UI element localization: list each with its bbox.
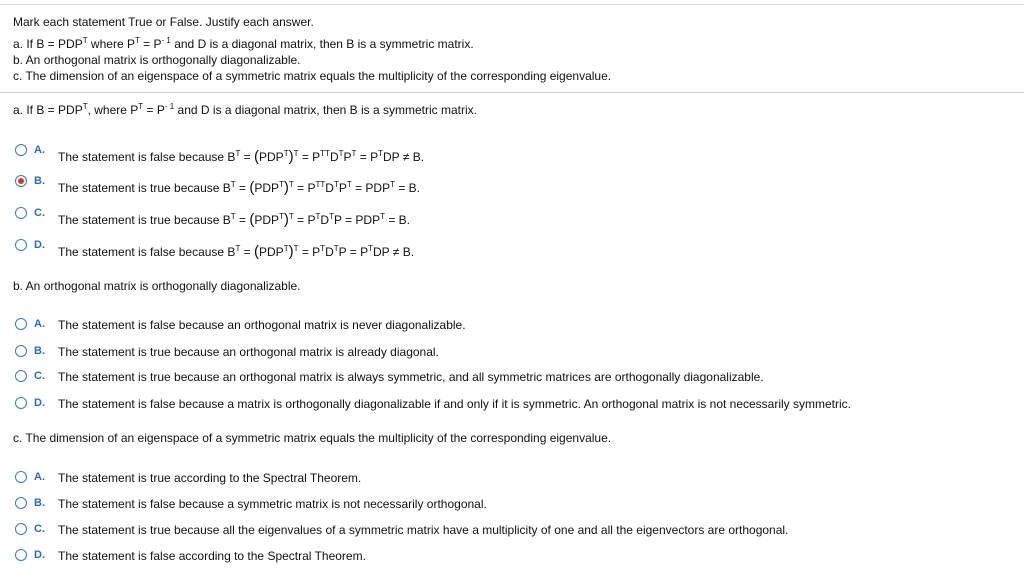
top-border — [0, 4, 1024, 5]
option-text: The statement is true because $B^T = (PDP^T)^T = P^{TT}D^TP^T = PDP^T = B$. — [58, 179, 421, 196]
prompt-statement-c: c. The dimension of an eigenspace of a symmetric matrix equals the multiplicity of the corresponding eigenvalue. — [13, 69, 612, 83]
option-text: The statement is false because a symmetric matrix is not necessarily orthogonal. — [58, 497, 487, 511]
radio-button[interactable] — [15, 397, 27, 409]
part-c-question: c. The dimension of an eigenspace of a symmetric matrix equals the multiplicity of the corresponding eigenvalue. — [13, 431, 612, 445]
radio-button[interactable] — [15, 370, 27, 382]
prompt-statement-a: a. If $B = PDP^T$ where $P^T = P^{- 1}$ and D is a diagonal matrix, then B is a symmetric matrix. — [13, 36, 474, 51]
radio-button[interactable] — [15, 345, 27, 357]
option-text: The statement is false because a matrix is orthogonally diagonalizable if and only if it is symmetric. An orthogonal matrix is not necessarily symmetric. — [58, 397, 852, 411]
radio-button[interactable] — [15, 523, 27, 535]
option-text: The statement is false because an orthogonal matrix is never diagonalizable. — [58, 318, 466, 332]
option-text: The statement is false because $B^T = (PDP^T)^T = P^TD^TP = P^TDP \ne B$. — [58, 243, 415, 260]
radio-button[interactable] — [15, 471, 27, 483]
radio-button-selected[interactable] — [15, 175, 27, 187]
radio-button[interactable] — [15, 207, 27, 219]
option-text: The statement is true because all the eigenvalues of a symmetric matrix have a multiplicity of one and all the eigenvectors are orthogonal. — [58, 523, 789, 537]
radio-button[interactable] — [15, 549, 27, 561]
option-text: The statement is true because an orthogonal matrix is always symmetric, and all symmetric matrices are orthogonally diagonalizable. — [58, 370, 764, 384]
part-a-question: a. If $B = PDP^T$, where $P^T = P^{- 1}$ and D is a diagonal matrix, then B is a symmetric matrix. — [13, 102, 477, 117]
divider — [0, 92, 1024, 93]
part-b-question: b. An orthogonal matrix is orthogonally diagonalizable. — [13, 279, 301, 293]
instructions: Mark each statement True or False. Justify each answer. — [13, 15, 314, 29]
option-text: The statement is true according to the Spectral Theorem. — [58, 471, 362, 485]
option-text: The statement is true because an orthogonal matrix is already diagonal. — [58, 345, 439, 359]
option-text: The statement is false because $B^T = (PDP^T)^T = P^{TT}D^TP^T = P^TDP \ne B$. — [58, 148, 425, 165]
radio-button[interactable] — [15, 239, 27, 251]
radio-button[interactable] — [15, 318, 27, 330]
radio-button[interactable] — [15, 144, 27, 156]
option-text: The statement is true because $B^T = (PDP^T)^T = P^TD^TP = PDP^T = B$. — [58, 211, 410, 228]
option-text: The statement is false according to the Spectral Theorem. — [58, 549, 366, 563]
radio-button[interactable] — [15, 497, 27, 509]
prompt-statement-b: b. An orthogonal matrix is orthogonally diagonalizable. — [13, 53, 301, 67]
